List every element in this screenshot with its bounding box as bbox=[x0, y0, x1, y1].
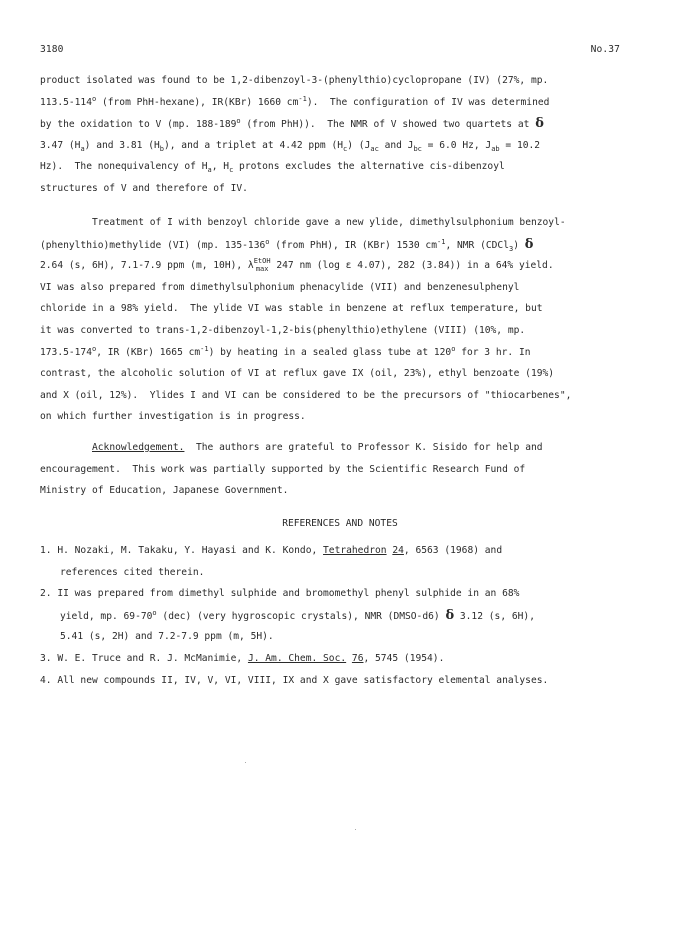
text-line bbox=[40, 605, 660, 627]
lambda-max-label bbox=[254, 257, 271, 273]
text-span: structures of V and therefore of IV. bbox=[40, 182, 248, 194]
text-span: ) (J bbox=[347, 139, 371, 151]
text-span: 3. W. E. Truce and R. J. McManimie, bbox=[40, 652, 248, 664]
text-span: Ministry of Education, Japanese Government. bbox=[40, 485, 289, 497]
text-line bbox=[40, 255, 645, 277]
text-span: 1. H. Nozaki, M. Takaku, Y. Hayasi and K. Kondo, bbox=[40, 545, 324, 556]
reference-item bbox=[40, 670, 660, 692]
text-span: ) and 3.81 (H bbox=[84, 139, 160, 151]
text-span: ). The configuration of IV was determined bbox=[306, 96, 550, 108]
superscript: -1 bbox=[437, 237, 446, 246]
subscript: a bbox=[80, 144, 85, 153]
text-span: by the oxidation to V (mp. 188-189 bbox=[40, 119, 237, 131]
text-span: 113.5-114 bbox=[40, 96, 92, 108]
journal-name: Tetrahedron bbox=[323, 545, 387, 556]
subscript: 3 bbox=[508, 244, 514, 253]
paragraph-treatment bbox=[40, 212, 645, 428]
text-span: ) by heating in a sealed glass tube at 120 bbox=[208, 346, 452, 358]
delta-symbol: δ bbox=[524, 236, 534, 252]
superscript: -1 bbox=[200, 344, 209, 353]
text-span: , NMR (CDCl bbox=[445, 239, 509, 251]
subscript: ab bbox=[491, 144, 500, 153]
text-span: 4. All new compounds II, IV, V, VI, VIII, IX and X gave satisfactory elemental analyses. bbox=[40, 674, 549, 686]
journal-issue: No.37 bbox=[590, 44, 620, 55]
text-span: (phenylthio)methylide (VI) (mp. 135-136 bbox=[40, 239, 266, 251]
text-line bbox=[40, 320, 645, 342]
text-span: and X (oil, 12%). Ylides I and VI can be considered to be the precursors of "thiocarbenes", bbox=[40, 389, 572, 401]
superscript: o bbox=[91, 344, 97, 353]
journal-name: J. Am. Chem. Soc. bbox=[247, 652, 347, 664]
superscript: o bbox=[451, 344, 456, 353]
text-span: ) bbox=[513, 239, 525, 251]
references-title: REFERENCES AND NOTES bbox=[282, 518, 398, 529]
delta-symbol: δ bbox=[445, 607, 455, 623]
paragraph-acknowledgement bbox=[40, 437, 645, 502]
text-line bbox=[40, 135, 645, 157]
text-span: (dec) (very hygroscopic crystals), NMR (DMSO-d6) bbox=[156, 610, 446, 622]
text-span: 247 nm (log ε 4.07), 282 (3.84)) in a 64% yield. bbox=[270, 260, 554, 272]
subscript: bc bbox=[413, 144, 422, 153]
journal-volume: 24 bbox=[392, 545, 404, 556]
text-span: , 6563 (1968) and bbox=[403, 545, 503, 556]
superscript: o bbox=[236, 117, 241, 126]
text-line bbox=[40, 562, 660, 584]
superscript: o bbox=[91, 94, 97, 103]
reference-item bbox=[40, 648, 660, 670]
text-span: 2.64 (s, 6H), 7.1-7.9 ppm (m, 10H), λ bbox=[40, 260, 254, 272]
text-span: , IR (KBr) 1665 cm bbox=[96, 346, 201, 358]
text-span: 173.5-174 bbox=[40, 346, 92, 358]
text-span: on which further investigation is in progress. bbox=[40, 411, 306, 423]
text-line bbox=[40, 212, 645, 234]
text-span: encouragement. This work was partially supported by the Scientific Research Fund of bbox=[40, 463, 526, 475]
text-line bbox=[40, 626, 660, 648]
text-span: = 10.2 bbox=[499, 139, 541, 151]
text-span: yield, mp. 69-70 bbox=[60, 610, 153, 622]
superscript: o bbox=[265, 237, 270, 246]
text-span: , H bbox=[211, 161, 230, 173]
text-line bbox=[40, 156, 645, 178]
text-line bbox=[40, 342, 645, 364]
text-span: contrast, the alcoholic solution of VI at reflux gave IX (oil, 23%), ethyl benzoate (19%) bbox=[40, 368, 555, 380]
text-span: 5.41 (s, 2H) and 7.2-7.9 ppm (m, 5H). bbox=[60, 631, 274, 643]
subscript: b bbox=[159, 144, 164, 153]
journal-volume: 76 bbox=[351, 652, 364, 664]
subscript: c bbox=[343, 144, 348, 153]
text-span: for 3 hr. In bbox=[455, 346, 531, 358]
text-span: = 6.0 Hz, J bbox=[421, 139, 492, 151]
text-line bbox=[40, 234, 645, 256]
text-line bbox=[40, 406, 645, 428]
scan-speck bbox=[245, 762, 246, 763]
superscript: -1 bbox=[298, 94, 307, 103]
delta-symbol: δ bbox=[535, 116, 544, 132]
text-span: chloride in a 98% yield. The ylide VI was stable in benzene at reflux temperature, but bbox=[40, 303, 543, 315]
text-span: (from PhH), IR (KBr) 1530 cm bbox=[269, 239, 437, 251]
reference-item bbox=[40, 540, 660, 562]
text-line bbox=[40, 113, 645, 135]
text-span: 2. II was prepared from dimethyl sulphide and bromomethyl phenyl sulphide in an 68% bbox=[40, 588, 520, 600]
text-line bbox=[40, 298, 645, 320]
text-line bbox=[40, 363, 645, 385]
text-span: and J bbox=[378, 139, 414, 151]
scan-speck bbox=[355, 829, 356, 830]
text-line bbox=[40, 92, 645, 114]
text-span: Treatment of I with benzoyl chloride gave a new ylide, dimethylsulphonium benzoyl- bbox=[92, 217, 566, 228]
superscript: EtOH bbox=[253, 257, 271, 266]
paragraph-results bbox=[40, 70, 645, 200]
text-line bbox=[40, 459, 645, 481]
text-line bbox=[40, 70, 645, 92]
subscript: a bbox=[207, 166, 212, 175]
text-span: ), and a triplet at 4.42 ppm (H bbox=[163, 139, 344, 151]
text-span: protons excludes the alternative cis-dibenzoyl bbox=[233, 161, 505, 173]
subscript: max bbox=[255, 265, 269, 274]
reference-item bbox=[40, 583, 660, 605]
text-line bbox=[40, 178, 645, 200]
text-span: (from PhH-hexane), IR(KBr) 1660 cm bbox=[96, 96, 299, 108]
text-span: references cited therein. bbox=[60, 566, 205, 578]
text-span: (from PhH)). The NMR of V showed two quartets at bbox=[240, 119, 536, 131]
text-span: The authors are grateful to Professor K. Sisido for help and bbox=[184, 442, 543, 453]
references-list bbox=[40, 540, 660, 691]
text-line bbox=[40, 385, 645, 407]
text-span: product isolated was found to be 1,2-dibenzoyl-3-(phenylthio)cyclopropane (IV) (27%, mp. bbox=[40, 75, 549, 86]
acknowledgement-heading: Acknowledgement. bbox=[92, 442, 185, 453]
subscript: c bbox=[229, 166, 234, 175]
text-line bbox=[40, 437, 645, 459]
text-span: VI was also prepared from dimethylsulphonium phenacylide (VII) and benzenesulphenyl bbox=[40, 281, 520, 293]
text-span: 3.12 (s, 6H), bbox=[454, 610, 535, 622]
text-span: , 5745 (1954). bbox=[363, 652, 445, 664]
text-span: Hz). The nonequivalency of H bbox=[40, 161, 208, 173]
text-span: it was converted to trans-1,2-dibenzoyl-1,2-bis(phenylthio)ethylene (VIII) (10%, mp. bbox=[40, 324, 526, 336]
page-number: 3180 bbox=[40, 44, 64, 55]
text-line bbox=[40, 277, 645, 299]
subscript: ac bbox=[370, 144, 379, 153]
text-span: 3.47 (H bbox=[40, 139, 81, 151]
superscript: o bbox=[152, 608, 157, 617]
text-line bbox=[40, 480, 645, 502]
